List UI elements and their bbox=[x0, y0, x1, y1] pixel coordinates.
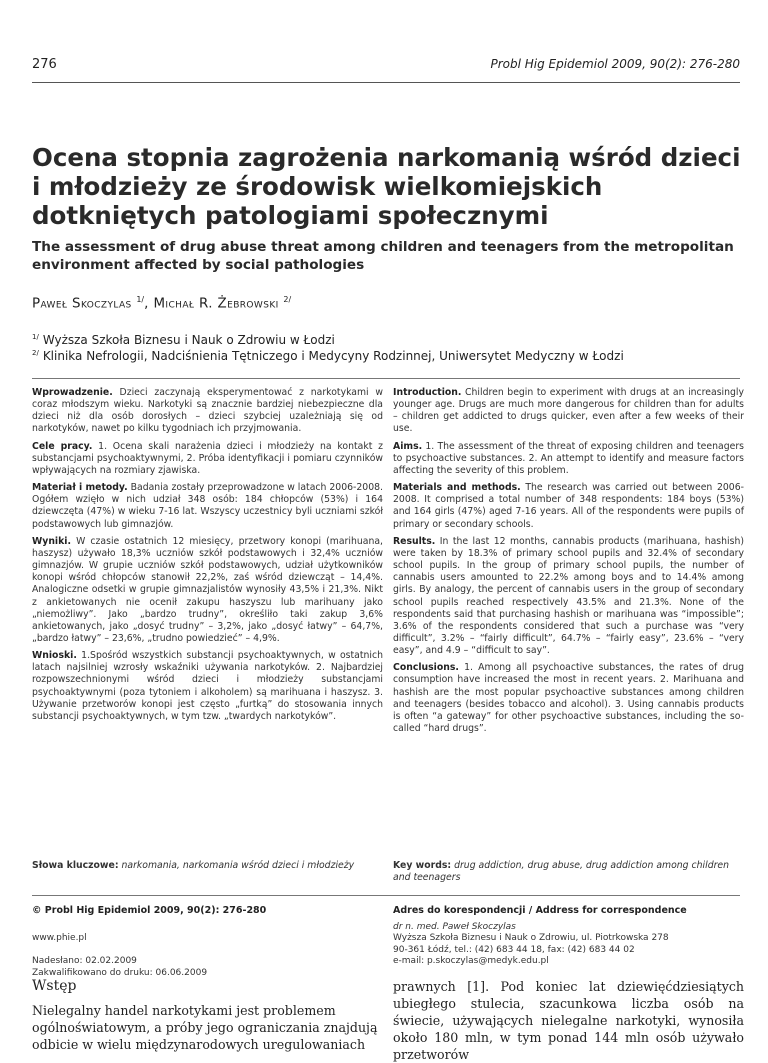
abstract-paragraph bbox=[32, 482, 383, 531]
article-subtitle-english: The assessment of drug abuse threat among children and teenagers from the metropolitan environment affected by social pathologies bbox=[32, 239, 734, 273]
affiliation-text: Wyższa Szkoła Biznesu i Nauk o Zdrowiu w Łodzi bbox=[42, 333, 335, 347]
correspondence-city: 90-361 Łódź, tel.: (42) 683 44 18, fax: (42) 683 44 02 bbox=[393, 944, 635, 955]
abstract-section-text: 1.Spośród wszystkich substancji psychoaktywnych, w ostatnich latach najsilniej wzrosły wskaźniki używania narkotyków. 2. Najbardziej rozpowszechnionymi wśród dzieci i młodzieży substancjami psychoaktywnymi (poza tytoniem i alkoholem) są marihuana i haszysz. 3. Używanie przetworów konopi jest często „furtką” do stosowania innych substancji psychoaktywnych, w tym tzw. „twardych narkotyków”. bbox=[32, 650, 383, 722]
abstract-paragraph bbox=[32, 536, 383, 645]
abstract-paragraph bbox=[32, 650, 383, 723]
abstract-section-label: Aims. bbox=[393, 440, 423, 452]
affiliation-marker: 2/ bbox=[283, 295, 292, 304]
header-divider bbox=[32, 82, 740, 83]
citation: © Probl Hig Epidemiol 2009, 90(2): 276-280 bbox=[32, 905, 267, 916]
correspondence-heading: Adres do korespondencji / Address for correspondence bbox=[393, 905, 687, 916]
keywords-text: narkomania, narkomania wśród dzieci i młodzieży bbox=[118, 860, 355, 871]
correspondence-institution: Wyższa Szkoła Biznesu i Nauk o Zdrowiu, ul. Piotrkowska 278 bbox=[393, 933, 669, 944]
author-name: Michał R. Żebrowski bbox=[153, 296, 279, 312]
abstract-section-text: 1. Ocena skali narażenia dzieci i młodzieży na kontakt z substancjami psychoaktywnymi, 2. Próba identyfikacji i pomiaru czynników wpływających na rozmiary zjawiska. bbox=[32, 440, 384, 476]
abstract-paragraph bbox=[393, 482, 744, 531]
author-name: Paweł Skoczylas bbox=[32, 296, 132, 312]
accepted-date: Zakwalifikowano do druku: 06.06.2009 bbox=[32, 968, 208, 978]
abstract-section-text: In the last 12 months, cannabis products (marihuana, hashish) were taken by 18.3% of primary school pupils and 32.4% of secondary school pupils. In the group of primary school pupils, the number of cannabis users amounted to 22.2% among boys and to 14.4% among girls. By analogy, the percent of cannabis users in the group of secondary school pupils reached respectively 43.5% and 21.3%. None of the respondents said that purchasing hashish or marihuana was “impossible”; 3.6% of the respondents considered that such a purchase was “very difficult”, 3.2% – “fairly difficult”, 64.7% – “fairly easy”, 23.6% – “very easy”, and 4.9 – “difficult to say”. bbox=[393, 535, 744, 657]
section-heading-introduction: Wstęp bbox=[32, 978, 77, 994]
abstract-section-text: Children begin to experiment with drugs at an increasingly younger age. Drugs are much more dangerous for children than for adults – children get addicted to drugs quicker, even after a few weeks of their use. bbox=[393, 387, 744, 435]
correspondence-email[interactable]: e-mail: p.skoczylas@medyk.edu.pl bbox=[393, 955, 549, 966]
abstract-section-label: Materials and methods. bbox=[393, 482, 521, 494]
abstract-polish bbox=[32, 387, 383, 728]
abstract-section-text: Badania zostały przeprowadzone w latach 2006-2008. Ogółem wzięło w nich udział 348 osób: 184 chłopców (53%) i 164 dziewczęta (47%) w wieku 7-16 lat. Wszyscy uczestnicy byli uczniami szkół podstawowych lub gimnazjów. bbox=[32, 482, 383, 530]
keywords-text: drug addiction, drug abuse, drug addiction among children and teenagers bbox=[393, 860, 730, 883]
abstract-section-label: Introduction. bbox=[393, 387, 462, 398]
abstract-top-divider bbox=[32, 378, 740, 379]
abstract-section-label: Wprowadzenie. bbox=[32, 387, 113, 398]
affiliation-marker: 2/ bbox=[32, 349, 39, 357]
abstract-section-text: W czasie ostatnich 12 miesięcy, przetwory konopi (marihuana, haszysz) używało 18,3% uczniów szkół podstawowych i 32,4% uczniów gimnazjów. W grupie uczniów szkół podstawowych, udział użytkowników konopi wśród chłopców stanowił 22,2%, zaś wśród dziewcząt – 14,4%. Analogiczne odsetki w grupie gimnazjalistów wynosiły 43,5% i 21,3%. Nikt z ankietowanych nie ocenił zakupu haszyszu lub marihuany jako „niemożliwy”. Jako „bardzo trudny”, określiło taki zakup 3,6% ankietowanych, jako „dosyć trudny” – 3,2%, jako „dosyć łatwy” – 64,7%, „bardzo łatwy” – 23,6%, „trudno powiedzieć” – 4,9%. bbox=[32, 535, 383, 644]
affiliation-text: Klinika Nefrologii, Nadciśnienia Tętniczego i Medycyny Rodzinnej, Uniwersytet Medyczny w Łodzi bbox=[42, 349, 624, 363]
abstract-section-label: Cele pracy. bbox=[32, 440, 93, 452]
abstract-paragraph bbox=[393, 662, 744, 735]
abstract-section-label: Wnioski. bbox=[32, 650, 77, 662]
keywords-polish bbox=[32, 860, 383, 872]
correspondence-address bbox=[393, 922, 669, 967]
article-title: Ocena stopnia zagrożenia narkomanią wśród dzieci i młodzieży ze środowisk wielkomiejskich dotkniętych patologiami społecznymi bbox=[32, 143, 741, 230]
website-link[interactable]: www.phie.pl bbox=[32, 933, 87, 943]
keywords-label: Key words: bbox=[393, 860, 452, 871]
abstract-section-label: Materiał i metody. bbox=[32, 482, 128, 494]
abstract-paragraph bbox=[393, 441, 744, 477]
author-separator: , bbox=[144, 296, 154, 312]
abstract-bottom-divider bbox=[32, 895, 740, 896]
abstract-paragraph bbox=[32, 387, 383, 436]
abstract-section-label: Results. bbox=[393, 535, 436, 547]
page-number: 276 bbox=[32, 57, 57, 72]
affiliation-marker: 1/ bbox=[32, 333, 39, 341]
submission-dates bbox=[32, 955, 207, 979]
keywords-label: Słowa kluczowe: bbox=[32, 860, 119, 871]
abstract-section-text: 1. The assessment of the threat of exposing children and teenagers to psychoactive substances. 2. An attempt to identify and measure factors affecting the severity of this problem. bbox=[393, 440, 744, 476]
abstract-section-label: Conclusions. bbox=[393, 662, 459, 674]
abstract-paragraph bbox=[393, 536, 744, 658]
abstract-section-text: The research was carried out between 2006-2008. It comprised a total number of 348 respondents: 184 boys (53%) and 164 girls (47%) aged 7-16 years. All of the respondents were pupils of primary or secondary schools. bbox=[393, 482, 744, 530]
submitted-date: Nadesłano: 02.02.2009 bbox=[32, 956, 137, 966]
abstract-section-text: 1. Among all psychoactive substances, the rates of drug consumption have increased the most in recent years. 2. Marihuana and hashish are the most popular psychoactive substances among children and teenagers (besides tobacco and alcohol). 3. Using cannabis products is often “a gateway” for other psychoactive substances, including the so-called “hard drugs”. bbox=[393, 662, 744, 735]
keywords-english bbox=[393, 860, 744, 884]
affiliation bbox=[32, 333, 335, 347]
abstract-paragraph bbox=[32, 441, 383, 477]
abstract-section-label: Wyniki. bbox=[32, 535, 72, 547]
abstract-section-text: Dzieci zaczynają eksperymentować z narkotykami w coraz młodszym wieku. Narkotyki są znacznie bardziej niebezpieczne dla dzieci niż dla osób dorosłych – dzieci szybciej uzależniają się od narkotyków, nawet po kilku tygodniach ich przyjmowania. bbox=[32, 387, 383, 435]
author-list bbox=[32, 295, 291, 311]
body-text-right: prawnych [1]. Pod koniec lat dziewięćdziesiątych ubiegłego stulecia, szacunkowa liczba osób na świecie, używających nielegalne narkotyki, wynosiła około 180 mln, w tym ponad 144 mln osób używało przetworów bbox=[393, 979, 744, 1062]
affiliation bbox=[32, 349, 624, 363]
abstract-english bbox=[393, 387, 744, 740]
affiliation-marker: 1/ bbox=[136, 295, 145, 304]
correspondence-name: dr n. med. Paweł Skoczylas bbox=[393, 922, 516, 932]
abstract-paragraph bbox=[393, 387, 744, 436]
body-text-left: Nielegalny handel narkotykami jest problemem ogólnoświatowym, a próby jego ograniczania znajdują odbicie w wielu międzynarodowych uregulowaniach bbox=[32, 1003, 378, 1052]
journal-reference: Probl Hig Epidemiol 2009, 90(2): 276-280 bbox=[490, 57, 740, 71]
